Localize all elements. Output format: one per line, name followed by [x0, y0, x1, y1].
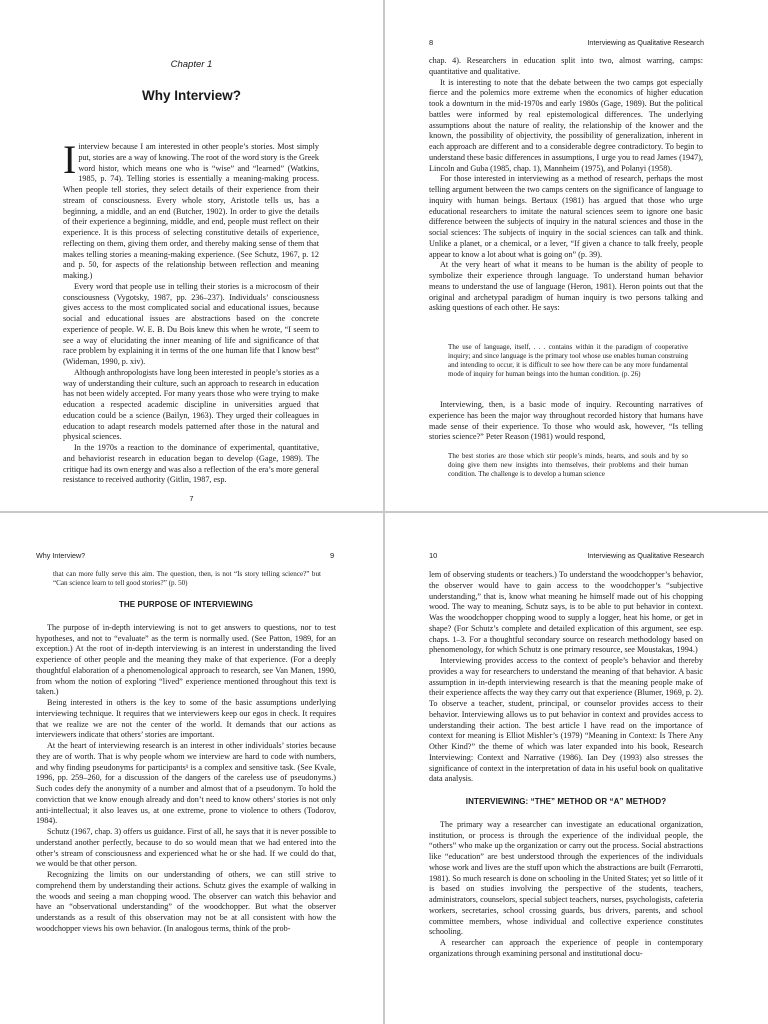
page-7-body: [63, 137, 319, 486]
paragraph: The primary way a researcher can investigate an educational organization, institution, or process is through the experience of the individual people, the “others” who make up the organization or carry out the process. Social abstractions like “education” are best understood through the experiences of the individuals whose work and lives are the stuff upon which the abstractions are built (Ferrarotti, 1981). So much research is done on schooling in the United States; yet so little of it is based on studies involving the perspective of the students, teachers, administrators, counselors, special subject teachers, nurses, psychologists, cafeteria workers, secretaries, school crossing guards, bus drivers, parents, and school committee members, whose individual and collective experience constitutes schooling.: [429, 819, 703, 937]
chapter-title: Why Interview?: [141, 88, 241, 103]
paragraph: In the 1970s a reaction to the dominance of experimental, quantitative, and behaviorist research in education began to develop (Gage, 1989). The critique had its own energy and was also a reflection of the era’s more general resistance to received authority (Gitlin, 1987, esp.: [63, 443, 319, 485]
paragraph: The purpose of in-depth interviewing is not to get answers to questions, nor to test hypotheses, and not to “evaluate” as the term is normally used. (See Patton, 1989, for an exception.) At the root of in-depth interviewing is an interest in understanding the lived experience of other people and the meaning they make of that experience. (For a deeply thoughtful elaboration of a phenomenological approach to research, see Van Manen, 1990, from whom the notion of exploring “lived” experience mentioned throughout this text is taken.): [36, 622, 336, 697]
page-7: [0, 0, 383, 511]
page-8-body: [429, 56, 703, 314]
drop-cap: I: [63, 137, 77, 182]
paragraph: At the very heart of what it means to be human is the ability of people to symbolize their experience through language. To understand human behavior means to understand the use of language (Heron, 1981). Heron points out that the original and archetypal paradigm of human inquiry is two persons talking and asking questions of each other. He says:: [429, 260, 703, 313]
page-9-body: [36, 570, 336, 935]
paragraph: Although anthropologists have long been interested in people’s stories as a way of understanding their culture, such an approach to research in education has not been widely accepted. For many years those who were trying to make education a respected academic discipline in universities argued that education could be a science (Bailyn, 1963). They urged their colleagues in education to adapt research models patterned after those in the natural and physical sciences.: [63, 367, 319, 442]
page-number: 8: [429, 38, 434, 47]
paragraph: lem of observing students or teachers.) To understand the woodchopper’s behavior, the observer would have to gain access to the woodchopper’s “subjective understanding,” that is, know what meaning he himself made out of his chopping wood. The way to meaning, Schutz says, is to be able to put behavior in context. Was the woodchopper chopping wood to supply a logger, heat his home, or get in shape? (For Schutz’s complete and detailed explication of this argument, see esp. chaps. 1–3. For a thoughtful secondary source on research methodology based on phenomenology, for which Schutz is one primary resource, see Moustakas, 1994.): [429, 570, 703, 655]
section-heading: INTERVIEWING: “THE” METHOD OR “A” METHOD?: [465, 797, 667, 806]
paragraph: Interviewing provides access to the context of people’s behavior and thereby provides a way for researchers to understand the meaning of that behavior. A basic assumption in in-depth interviewing research is that the meaning people make of their experience affects the way they carry out that experience (Blumer, 1969, p. 2). To observe a teacher, student, principal, or counselor provides access to their behavior. Interviewing allows us to put behavior in context and provides access to understanding their action. The best article I have read on the importance of context for meaning is Elliot Mishler’s (1979) “Meaning in Context: Is There Any Other Kind?” the theme of which was later expanded into his book, Research Interviewing: Context and Narrative (1986). Ian Dey (1993) also stresses the significance of context in the interpretation of data in his useful book on qualitative data analysis.: [429, 656, 703, 784]
chapter-label: Chapter 1: [170, 59, 213, 70]
page-number: 7: [189, 494, 194, 503]
paragraph: It is interesting to note that the debate between the two camps got especially fierce and the polemics more extreme when the economics of higher education took a downturn in the mid-1970s and early 1980s (Gage, 1989). But the political battles were informed by real epistemological differences. The underlying assumptions about the nature of reality, the relationship of the knower and the known, the possibility of objectivity, the possibility of generalization, inherent in each approach are different and to a considerable degree contradictory. To begin to understand these basic differences in assumptions, I urge you to read James (1947), Lincoln and Guba (1985, chap. 1), Mannheim (1975), and Polanyi (1958).: [429, 77, 703, 173]
section-heading: THE PURPOSE OF INTERVIEWING: [118, 600, 254, 610]
page-10-body: [429, 570, 703, 960]
running-head: Interviewing as Qualitative Research: [587, 551, 704, 560]
page-number: 10: [429, 551, 438, 560]
paragraph: Recognizing the limits on our understanding of others, we can still strive to comprehend them by understanding their actions. Schutz gives the example of walking in the woods and seeing a man chopping wood. The observer can watch this behavior and have an “observational understanding” of the woodchopper. But what the observer understands as a result of this observation may not be at all consistent with how the woodchopper views his own behavior. (In analogous terms, think of the prob-: [36, 870, 336, 933]
page-9: [0, 513, 383, 1024]
page-number: 9: [330, 551, 335, 560]
running-head: Why Interview?: [36, 551, 86, 560]
paragraph: Every word that people use in telling their stories is a microcosm of their consciousness (Vygotsky, 1987, pp. 236–237). Individuals’ consciousness gives access to the most complicated social and educational issues, because social and educational issues are abstractions based on the concrete experience of people. W. E. B. Du Bois knew this when he wrote, “I seem to see a way of elucidating the inner meaning of life and significance of that race problem by explaining it in terms of the one human life that I know best” (Wideman, 1990, p. xiv).: [63, 281, 319, 366]
running-head: Interviewing as Qualitative Research: [587, 38, 704, 47]
paragraph: chap. 4). Researchers in education split into two, almost warring, camps: quantitative and qualitative.: [429, 56, 703, 76]
block-quote: The best stories are those which stir people’s minds, hearts, and souls and by so doing give them new insights into themselves, their problems and their human condition. The challenge is to develop a human science: [448, 452, 688, 479]
block-quote: The use of language, itself, . . . contains within it the paradigm of cooperative inquiry; and since language is the primary tool whose use enables human construing and intending to occur, it is difficult to see how there can be any more fundamental mode of inquiry for human beings into the human condition. (p. 26): [448, 343, 688, 379]
paragraph: Interviewing, then, is a basic mode of inquiry. Recounting narratives of experience has been the major way throughout recorded history that humans have made sense of their experience. To those who would ask, however, “Is telling stories science?” Peter Reason (1981) would respond,: [429, 400, 703, 442]
paragraph: For those interested in interviewing as a method of research, perhaps the most telling argument between the two camps centers on the significance of language to inquiry with human beings. Bertaux (1981) has argued that those who urge educational researchers to imitate the natural sciences seem to ignore one basic difference between the subjects of inquiry in the natural sciences and those in the social sciences: The subjects of inquiry in the social sciences can talk and think. Unlike a planet, or a chemical, or a lever, “If given a chance to talk freely, people appear to know a lot about what is going on” (p. 39).: [429, 174, 703, 259]
paragraph: A researcher can approach the experience of people in contemporary organizations through examining personal and institutional docu-: [429, 938, 703, 958]
block-quote-continued: that can more fully serve this aim. The question, then, is not “Is story telling science?” but “Can science learn to tell good stories?” (p. 50): [53, 570, 321, 588]
page-8: [385, 0, 768, 511]
paragraph: Iinterview because I am interested in other people’s stories. Most simply put, stories are a way of knowing. The root of the word story is the Greek word histor, which means one who is “wise” and “learned” (Watkins, 1985, p. 74). Telling stories is essentially a meaning-making process. When people tell stories, they select details of their experience from their stream of consciousness. Every whole story, Aristotle tells us, has a beginning, a middle, and an end (Butcher, 1902). In order to give the details of their experience a beginning, middle, and end, people must reflect on their experience. It is this process of selecting constitutive details of experience, reflecting on them, giving them order, and thereby making sense of them that makes telling stories a meaning-making experience. (See Schutz, 1967, p. 12 and p. 50, for aspects of the relationship between reflection and meaning making.): [63, 137, 319, 280]
paragraph: At the heart of interviewing research is an interest in other individuals’ stories because they are of worth. That is why people whom we interview are hard to code with numbers, and why finding pseudonyms for participants¹ is a complex and sensitive task. (See Kvale, 1996, pp. 259–260, for a discussion of the dangers of the careless use of pseudonyms.) Such codes defy the anonymity of a number and almost that of a pseudonym. To hold the conviction that we know enough already and don’t need to know others’ stories is not only anti-intellectual; it also leaves us, at one extreme, prone to violence to others (Todorov, 1984).: [36, 741, 336, 826]
paragraph: Being interested in others is the key to some of the basic assumptions underlying interviewing technique. It requires that we interviewers keep our egos in check. It requires that we realize we are not the center of the world. It demands that our actions as interviewers indicate that others’ stories are important.: [36, 698, 336, 740]
page-10: [385, 513, 768, 1024]
paragraph: Schutz (1967, chap. 3) offers us guidance. First of all, he says that it is never possible to understand another perfectly, because to do so would mean that we had entered into the other’s stream of consciousness and experienced what he or she had. If we could do that, we would be that other person.: [36, 827, 336, 869]
